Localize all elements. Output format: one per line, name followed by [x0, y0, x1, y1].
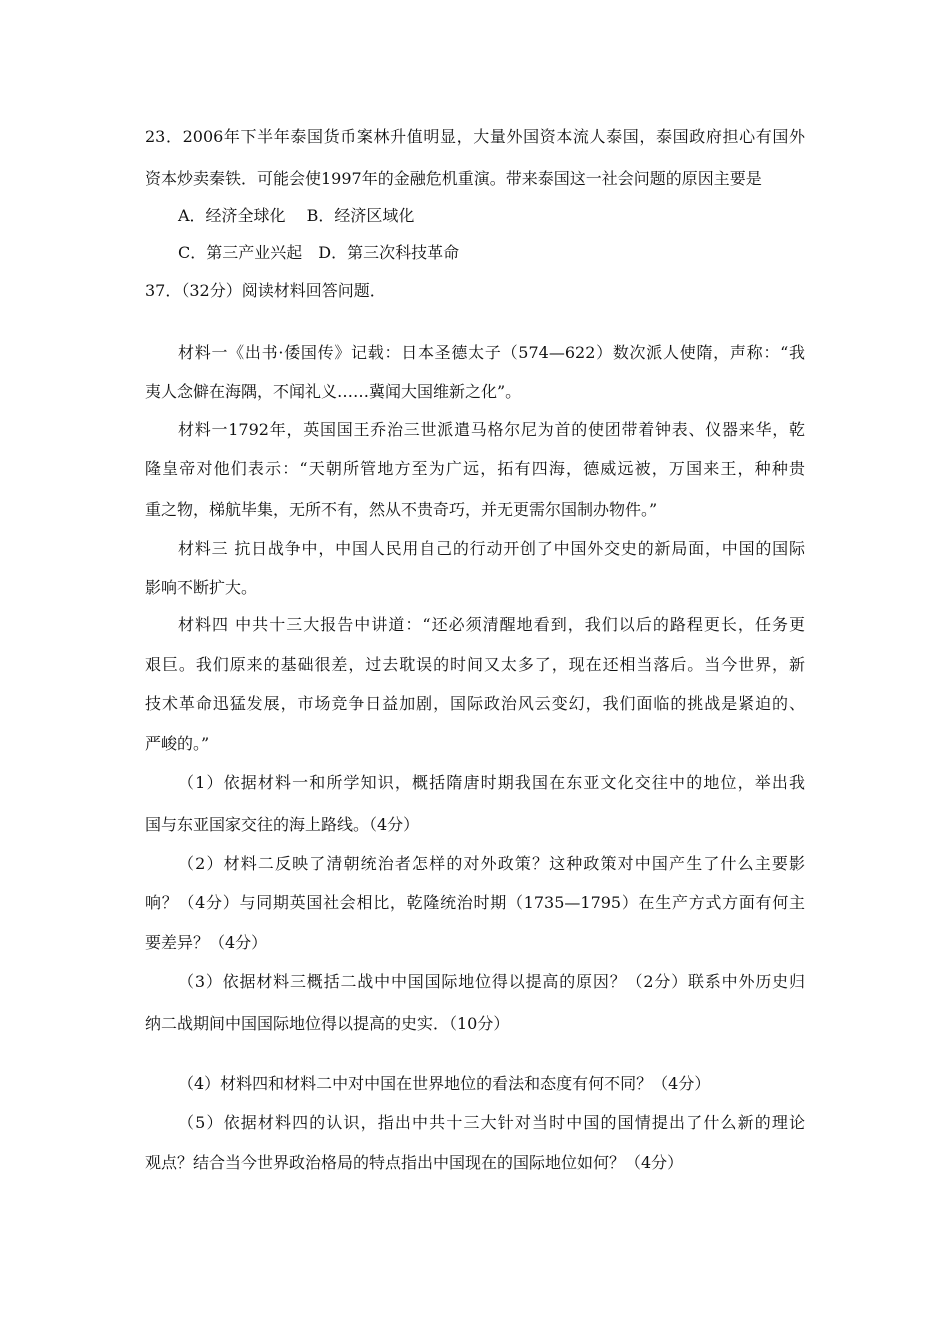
material-2-line-1: 材料一1792年，英国国王乔治三世派遣马格尔尼为首的使团带着钟表、仪器来华，乾 [178, 420, 805, 439]
material-2-line-3: 重之物，梯航毕集，无所不有，然从不贵奇巧，并无更需尔国制办物件。” [145, 500, 658, 519]
q37-heading: 37．（32分）阅读材料回答问题． [145, 281, 386, 300]
sub-question-1-line-2: 国与东亚国家交往的海上路线。（4分） [145, 815, 420, 834]
material-1-line-2: 夷人念僻在海隅，不闻礼义……冀闻大国维新之化”。 [145, 382, 522, 401]
q23-options-cd: C．第三产业兴起 D．第三次科技革命 [178, 243, 460, 262]
material-4-line-1: 材料四 中共十三大报告中讲道：“还必须清醒地看到，我们以后的路程更长，任务更 [178, 615, 805, 634]
sub-question-3-line-2: 纳二战期间中国国际地位得以提高的史实．（10分） [145, 1014, 510, 1033]
material-2-line-2: 隆皇帝对他们表示：“天朝所管地方至为广远，拓有四海，德威远被，万国来王，种种贵 [145, 459, 805, 478]
material-4-line-4: 严峻的。” [145, 734, 210, 753]
material-4-line-2: 艰巨。我们原来的基础很差，过去耽误的时间又太多了，现在还相当落后。当今世界，新 [145, 655, 805, 674]
sub-question-1-line-1: （1）依据材料一和所学知识，概括隋唐时期我国在东亚文化交往中的地位，举出我 [178, 773, 805, 792]
sub-question-4-line-1: （4）材料四和材料二中对中国在世界地位的看法和态度有何不同？（4分） [178, 1074, 711, 1093]
material-3-line-1: 材料三 抗日战争中，中国人民用自己的行动开创了中国外交史的新局面，中国的国际 [178, 539, 805, 558]
sub-question-2-line-3: 要差异？（4分） [145, 933, 268, 952]
q23-stem-line-1: 23．2006年下半年泰国货币案林升值明显，大量外国资本流人泰国，泰国政府担心有国外 [145, 127, 805, 146]
sub-question-2-line-2: 响？（4分）与同期英国社会相比，乾隆统治时期（1735—1795）在生产方式方面有何主 [145, 893, 805, 912]
sub-question-3-line-1: （3）依据材料三概括二战中中国国际地位得以提高的原因？（2分）联系中外历史归 [178, 972, 805, 991]
q23-options-ab: A．经济全球化 B．经济区域化 [178, 206, 415, 225]
material-1-line-1: 材料一《出书·倭国传》记载：日本圣德太子（574—622）数次派人使隋，声称：“我 [178, 343, 805, 362]
material-3-line-2: 影响不断扩大。 [145, 578, 258, 597]
material-4-line-3: 技术革命迅猛发展，市场竞争日益加剧，国际政治风云变幻，我们面临的挑战是紧迫的、 [145, 694, 805, 713]
sub-question-5-line-2: 观点？结合当今世界政治格局的特点指出中国现在的国际地位如何？（4分） [145, 1153, 684, 1172]
sub-question-2-line-1: （2）材料二反映了清朝统治者怎样的对外政策？这种政策对中国产生了什么主要影 [178, 854, 805, 873]
sub-question-5-line-1: （5）依据材料四的认识，指出中共十三大针对当时中国的国情提出了什么新的理论 [178, 1113, 805, 1132]
q23-stem-line-2: 资本炒卖秦铁．可能会使1997年的金融危机重演。带来泰国这一社会问题的原因主要是 [145, 169, 762, 188]
